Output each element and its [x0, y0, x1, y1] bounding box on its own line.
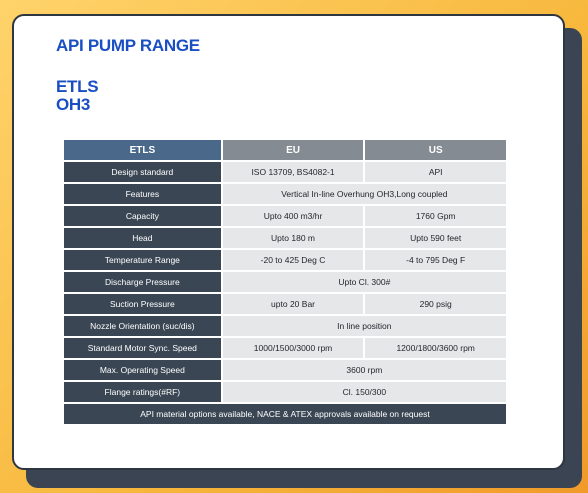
table-row: [64, 272, 506, 292]
us-value: -4 to 795 Deg F: [365, 250, 506, 270]
us-value: 290 psig: [365, 294, 506, 314]
table-footer-row: [64, 404, 506, 424]
eu-value: 1000/1500/3000 rpm: [223, 338, 364, 358]
shared-value: 3600 rpm: [223, 360, 506, 380]
eu-value: ISO 13709, BS4082-1: [223, 162, 364, 182]
shared-value: In line position: [223, 316, 506, 336]
row-label: Features: [64, 184, 221, 204]
table-row: [64, 184, 506, 204]
eu-value: Upto 400 m3/hr: [223, 206, 364, 226]
eu-value: -20 to 425 Deg C: [223, 250, 364, 270]
page-title: API PUMP RANGE: [56, 36, 200, 55]
product-line-label: ETLS: [56, 77, 99, 96]
table-row: [64, 338, 506, 358]
row-label: Head: [64, 228, 221, 248]
us-value: 1200/1800/3600 rpm: [365, 338, 506, 358]
row-label: Design standard: [64, 162, 221, 182]
table-row: [64, 316, 506, 336]
eu-value: Upto 180 m: [223, 228, 364, 248]
row-label: Suction Pressure: [64, 294, 221, 314]
row-label: Discharge Pressure: [64, 272, 221, 292]
table-row: [64, 294, 506, 314]
row-label: Temperature Range: [64, 250, 221, 270]
column-header-us: US: [365, 140, 506, 160]
table-row: [64, 360, 506, 380]
eu-value: upto 20 Bar: [223, 294, 364, 314]
table-row: [64, 228, 506, 248]
specification-table: [62, 138, 508, 426]
pump-type-label: OH3: [56, 95, 91, 114]
row-label: Flange ratings(#RF): [64, 382, 221, 402]
row-label: Max. Operating Speed: [64, 360, 221, 380]
row-label: Standard Motor Sync. Speed: [64, 338, 221, 358]
table-footnote: API material options available, NACE & ATEX approvals available on request: [64, 404, 506, 424]
table-row: [64, 382, 506, 402]
table-row: [64, 250, 506, 270]
row-label: Nozzle Orientation (suc/dis): [64, 316, 221, 336]
table-header-row: [64, 140, 506, 160]
row-label: Capacity: [64, 206, 221, 226]
content-card: [12, 14, 565, 470]
us-value: API: [365, 162, 506, 182]
table-row: [64, 162, 506, 182]
shared-value: Cl. 150/300: [223, 382, 506, 402]
shared-value: Vertical In-line Overhung OH3,Long coupled: [223, 184, 506, 204]
shared-value: Upto Cl. 300#: [223, 272, 506, 292]
us-value: 1760 Gpm: [365, 206, 506, 226]
table-row: [64, 206, 506, 226]
column-header-eu: EU: [223, 140, 364, 160]
column-header-etls: ETLS: [64, 140, 221, 160]
us-value: Upto 590 feet: [365, 228, 506, 248]
